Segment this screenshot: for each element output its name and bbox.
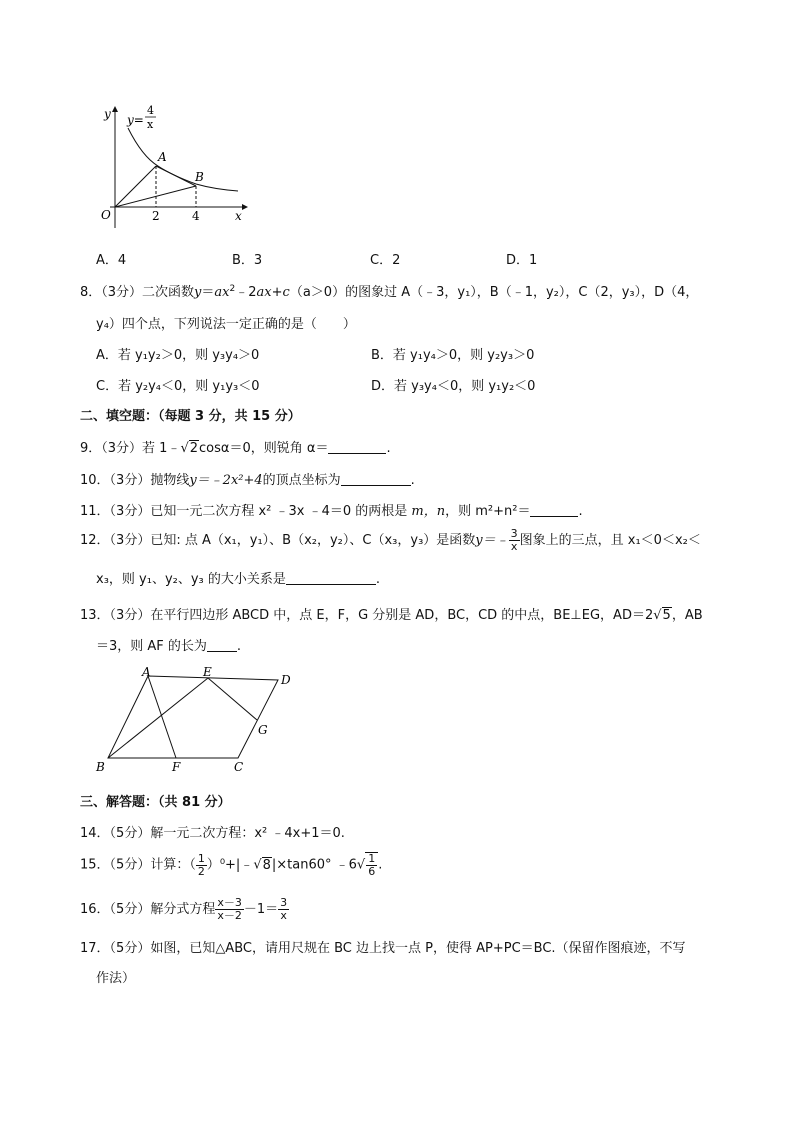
- label-c: C: [234, 760, 244, 774]
- q13-line1: 13．（3分）在平行四边形 ABCD 中，点 E，F，G 分别是 AD，BC，CD 的中点，BE⊥EG，AD＝2√5，AB: [80, 608, 703, 623]
- q9-root: 2: [189, 441, 199, 456]
- q13-parallelogram: [92, 664, 302, 779]
- x-axis-arrow-icon: [242, 204, 248, 210]
- q8-points: A（﹣3，y₁），B（﹣1，y₂），C（2，y₃），D（4，: [401, 285, 699, 300]
- q10-prefix: 10．（3分）抛物线: [80, 473, 190, 488]
- segment-be: [108, 678, 208, 758]
- point-a-label: A: [158, 150, 167, 164]
- q15-frac2: [365, 852, 378, 878]
- q11-suffix: ，则 m²+n²＝: [445, 504, 531, 519]
- label-d: D: [281, 673, 291, 687]
- q15-mid1: ）⁰+|﹣: [206, 857, 254, 873]
- q7-graph: [90, 98, 255, 233]
- q11-prefix: 11．（3分）已知一元二次方程 x² ﹣3x ﹣4＝0 的两根是: [80, 504, 408, 519]
- q15: 15．（5分）计算：（ $\frac{1}{2}$ ）⁰+|﹣√8|×tan60° ﹣6√ $\frac{1}{6}$ .: [80, 851, 383, 878]
- q9-cos: cos: [199, 441, 221, 456]
- q13-line2: ＝3，则 AF 的长为 .: [96, 639, 242, 654]
- q8-number: 8．（3分）二次函数: [80, 285, 195, 300]
- q12-fraction: [509, 528, 520, 553]
- q16-frac1-den: x－2: [217, 909, 242, 922]
- curve-label-num: 4: [147, 104, 154, 117]
- q7-option-d: D．1: [506, 253, 538, 268]
- q12-func-prefix: y＝﹣: [475, 533, 509, 548]
- q15-prefix: 15．（5分）计算：（: [80, 857, 196, 873]
- tick-2-label: 2: [152, 209, 160, 223]
- q9-answer-blank[interactable]: [328, 441, 386, 454]
- q11-roots: m，n: [411, 504, 446, 519]
- q15-frac1-den: 2: [197, 864, 205, 878]
- q16-frac1: [215, 897, 244, 922]
- q14: 14．（5分）解一元二次方程：x² ﹣4x+1＝0.: [80, 826, 345, 841]
- q13-line2-text: ＝3，则 AF 的长为: [96, 639, 207, 654]
- curve-label-prefix: y=: [127, 113, 144, 127]
- label-a: A: [142, 665, 151, 679]
- q17-line2: 作法）: [96, 971, 136, 986]
- q11: 11．（3分）已知一元二次方程 x² ﹣3x ﹣4＝0 的两根是 m，n，则 m²+n²＝ .: [80, 504, 583, 519]
- q13-root: 5: [662, 608, 671, 623]
- q16: [80, 897, 289, 922]
- q8-text-mid: （: [289, 285, 303, 300]
- q15-frac1: [196, 853, 207, 878]
- q9-suffix: ＝0，则锐角 α＝: [229, 441, 329, 456]
- q8-line1: 8．（3分）二次函数$y=ax^2﹣2ax+c(a>0)$的图象过 A（﹣3，y₁），B（﹣1，y₂），C（2，y₃），D（4，: [80, 284, 699, 300]
- q8-option-a: A．若 y₁y₂＞0，则 y₃y₄＞0: [96, 348, 260, 363]
- tick-4-label: 4: [192, 209, 200, 223]
- q10-suffix: 的顶点坐标为: [262, 473, 341, 488]
- q8-option-b: B．若 y₁y₄＞0，则 y₂y₃＞0: [371, 348, 535, 363]
- q16-frac2: [278, 897, 289, 922]
- q9-alpha: α: [220, 441, 230, 456]
- label-e: E: [203, 665, 212, 679]
- q12-num: 3: [510, 527, 518, 540]
- q16-frac2-num: 3: [280, 896, 288, 909]
- q7-option-c: C．2: [370, 253, 401, 268]
- q7-option-b: B．3: [232, 253, 263, 268]
- q15-frac1-num: 1: [197, 851, 205, 865]
- q16-frac2-den: x: [280, 909, 287, 922]
- q15-frac2-den: 6: [368, 865, 376, 878]
- q16-prefix: 16．（5分）解分式方程: [80, 902, 216, 917]
- origin-label: O: [101, 208, 111, 222]
- q9-prefix: 9．（3分）若 1﹣: [80, 441, 181, 456]
- segment-ab: [156, 166, 196, 186]
- section2-title: 二、填空题：（每题 3 分，共 15 分）: [80, 409, 301, 424]
- q8-line2: y₄）四个点，下列说法一定正确的是（ ）: [96, 317, 356, 332]
- y-axis-arrow-icon: [112, 106, 118, 112]
- hyperbola-curve: [128, 128, 238, 191]
- label-b: B: [96, 760, 105, 774]
- curve-label-den: x: [147, 118, 154, 131]
- q12-line1: [80, 528, 701, 553]
- q9: 9．（3分）若 1﹣√2cosα＝0，则锐角 α＝ .: [80, 441, 391, 456]
- segment-eg: [208, 678, 257, 720]
- q15-root8: 8: [262, 857, 271, 873]
- q8-option-c: C．若 y₂y₄＜0，则 y₁y₃＜0: [96, 379, 260, 394]
- q8-option-d: D．若 y₃y₄＜0，则 y₁y₂＜0: [371, 379, 536, 394]
- label-g: G: [258, 723, 268, 737]
- x-axis-label: x: [235, 209, 242, 223]
- q15-frac2-num: 1: [368, 852, 376, 865]
- label-f: F: [172, 760, 181, 774]
- q12-line2: x₃，则 y₁、y₂、y₃ 的大小关系是 .: [96, 572, 381, 587]
- q10-func: y＝﹣2x²+4: [189, 473, 263, 488]
- q16-frac1-num: x－3: [217, 896, 242, 909]
- q12-suffix: 图象上的三点，且 x₁＜0＜x₂＜: [519, 533, 701, 548]
- q12-den: x: [510, 540, 518, 553]
- q13-line1b: ，AB: [671, 608, 703, 623]
- q12-prefix: 12．（3分）已知: 点 A（x₁，y₁）、B（x₂，y₂）、C（x₃，y₃）是函数: [80, 533, 476, 548]
- q17-line1: 17．（5分）如图，已知△ABC，请用尺规在 BC 边上找一点 P，使得 AP+PC＝BC.（保留作图痕迹，不写: [80, 941, 686, 956]
- point-b-label: B: [195, 170, 204, 184]
- parallelogram-abcd: [108, 676, 278, 758]
- q15-mid2: |×tan60° ﹣6: [271, 857, 357, 873]
- segment-af: [148, 676, 176, 758]
- q10: 10．（3分）抛物线y＝﹣2x²+4的顶点坐标为 .: [80, 473, 415, 488]
- q12-line2-text: x₃，则 y₁、y₂、y₃ 的大小关系是: [96, 572, 286, 587]
- y-axis-label: y: [104, 107, 111, 121]
- q12-answer-blank[interactable]: [286, 572, 376, 585]
- q10-answer-blank[interactable]: [341, 473, 411, 486]
- segment-oa: [115, 166, 156, 207]
- q15-suffix: .: [378, 857, 383, 873]
- section3-title: 三、解答题：（共 81 分）: [80, 795, 231, 810]
- q16-mid: －1＝: [243, 902, 279, 917]
- q7-option-a: A．4: [96, 253, 127, 268]
- q13-answer-blank[interactable]: [207, 639, 237, 652]
- q8-cond: a＞0）的图象过: [302, 285, 398, 300]
- q11-answer-blank[interactable]: [530, 504, 578, 517]
- q13-line1a: 13．（3分）在平行四边形 ABCD 中，点 E，F，G 分别是 AD，BC，CD 的中点，BE⊥EG，AD＝2: [80, 608, 654, 623]
